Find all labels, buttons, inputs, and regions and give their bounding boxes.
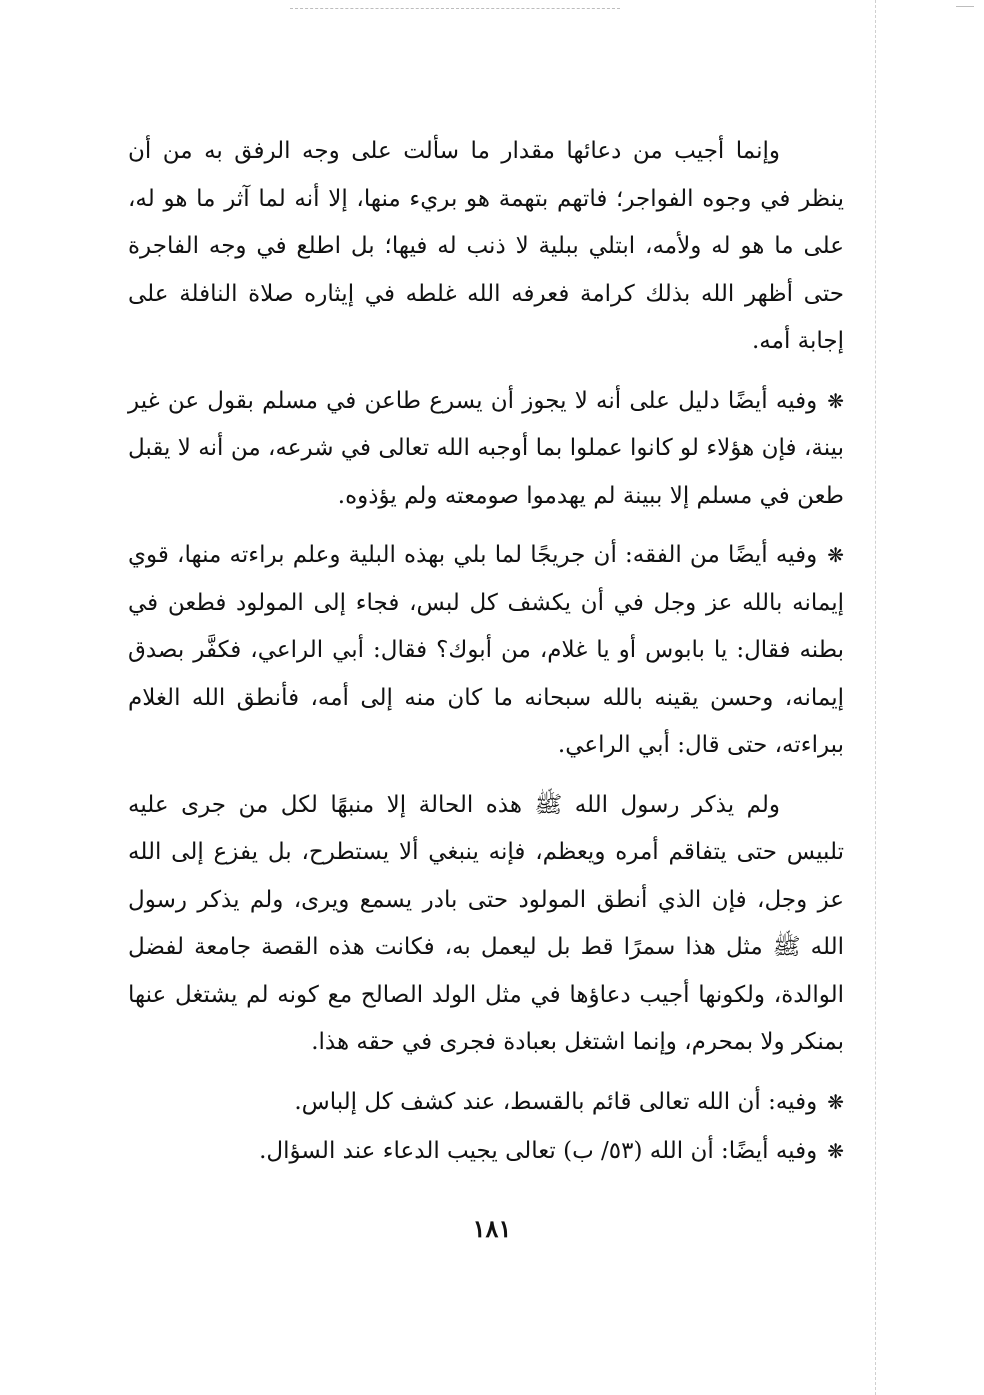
asterisk-bullet-icon: ❋ — [827, 543, 844, 567]
paragraph-bullet — [128, 378, 844, 521]
page-body — [128, 128, 844, 1178]
paragraph-bullet — [128, 1079, 844, 1127]
paragraph-text: وفيه أيضًا دليل على أنه لا يجوز أن يسرع طاعن في مسلم بقول عن غير بينة، فإن هؤلاء لو كانوا عملوا بما أوجبه الله تعالى في شرعه، من أنه لا يقبل طعن في مسلم إلا ببينة لم يهدموا صومعته ولم يؤذوه. — [128, 387, 844, 509]
paragraph-text: ولم يذكر رسول الله ﷺ هذه الحالة إلا منبهًا لكل من جرى عليه تلبيس حتى يتفاقم أمره ويعظم، فإنه ينبغي ألا يستطرح، بل يفزع إلى الله عز وجل، فإن الذي أنطق المولود حتى بادر يسمع ويرى، ولم يذكر رسول الله ﷺ مثل هذا سمرًا قط بل ليعمل به، فكانت هذه القصة جامعة لفضل الوالدة، ولكونها أجيب دعاؤها في مثل الولد الصالح مع كونه لم يشتغل عنها بمنكر ولا بمحرم، وإنما اشتغل بعبادة فجرى في حقه هذا. — [128, 791, 844, 1055]
scan-corner-mark — [956, 6, 974, 7]
paragraph — [128, 782, 844, 1067]
asterisk-bullet-icon: ❋ — [827, 1089, 844, 1114]
paragraph-text: وفيه أيضًا: أن الله (٥٣/ ب) تعالى يجيب الدعاء عند السؤال. — [259, 1138, 818, 1164]
paragraph-bullet — [128, 1128, 844, 1176]
paragraph-bullet — [128, 532, 844, 770]
page-number: ١٨١ — [472, 1214, 512, 1243]
paragraph-text: وفيه أيضًا من الفقه: أن جريجًا لما بلي بهذه البلية وعلم براءته منها، قوي إيمانه بالله عز وجل في أن يكشف كل لبس، فجاء إلى المولود فطعن في بطنه فقال: يا بابوس أو يا غلام، من أبوك؟ فقال: أبي الراعي، فكفَّر بصدق إيمانه، وحسن يقينه بالله سبحانه ما كان منه إلى أمه، فأنطق الله الغلام ببراءته، حتى قال: أبي الراعي. — [128, 542, 844, 758]
paragraph-text: وإنما أجيب من دعائها مقدار ما سألت على وجه الرفق به من أن ينظر في وجوه الفواجر؛ فاتهم بتهمة هو بريء منها، إلا أنه لما آثر ما هو له، على ما هو له ولأمه، ابتلي ببلية لا ذنب له فيها؛ بل اطلع في وجه الفاجرة حتى أظهر الله بذلك كرامة فعرفه الله غلطه في إيثاره صلاة النافلة على إجابة أمه. — [128, 138, 844, 354]
paragraph-text: وفيه: أن الله تعالى قائم بالقسط، عند كشف كل إلباس. — [294, 1088, 818, 1115]
asterisk-bullet-icon: ❋ — [827, 1139, 844, 1163]
scan-edge-right — [875, 0, 876, 1395]
scan-edge-top — [290, 8, 620, 9]
paragraph — [128, 128, 844, 366]
asterisk-bullet-icon: ❋ — [827, 388, 844, 413]
